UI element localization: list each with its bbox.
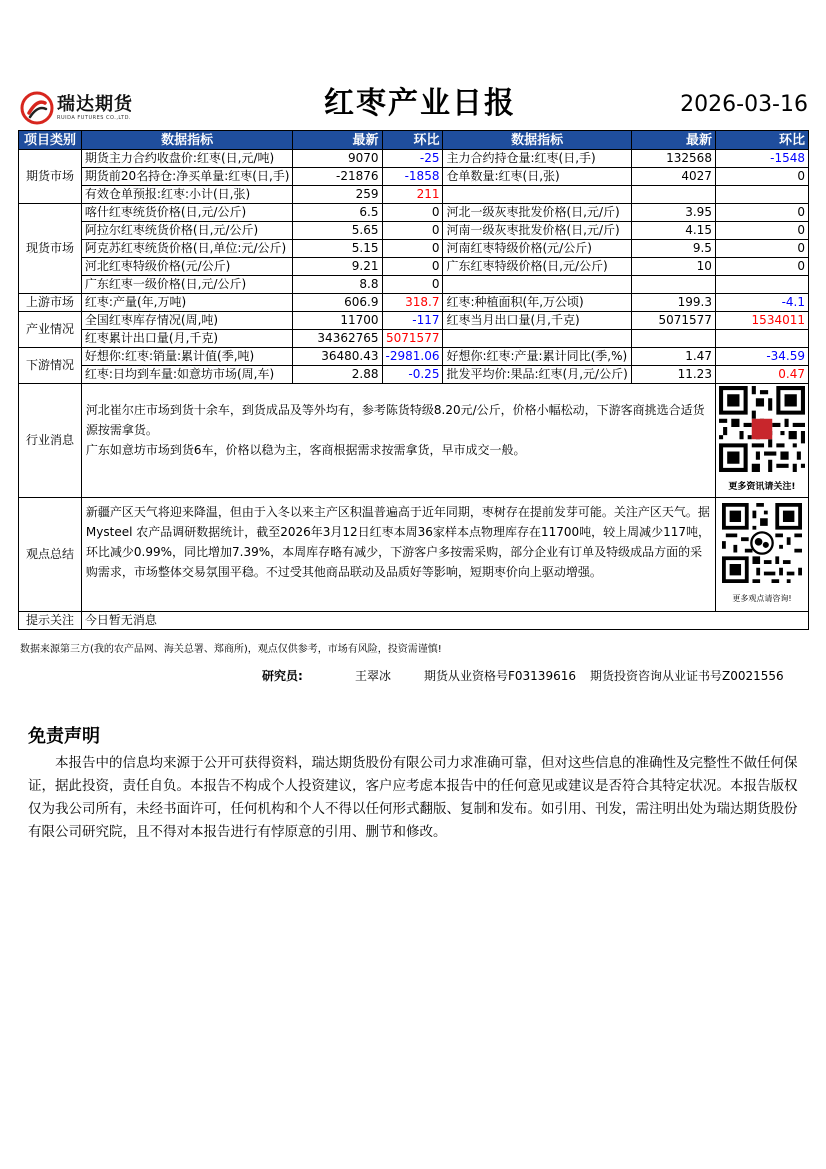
table-row — [19, 204, 809, 222]
indicator: 河南一级灰枣批发价格(日,元/斤) — [443, 222, 631, 240]
indicator: 期货前20名持仓:净买单量:红枣(日,手) — [81, 168, 293, 186]
disclaimer-title: 免责声明 — [28, 726, 100, 747]
indicator: 河北一级灰枣批发价格(日,元/斤) — [443, 204, 631, 222]
table-row — [19, 312, 809, 330]
latest-value: 11700 — [293, 312, 382, 330]
tips-content: 今日暂无消息 — [81, 612, 808, 630]
indicator — [443, 276, 631, 294]
indicator — [443, 186, 631, 204]
latest-value: 259 — [293, 186, 382, 204]
category-industry: 产业情况 — [19, 312, 82, 348]
latest-value: -21876 — [293, 168, 382, 186]
indicator: 红枣当月出口量(月,千克) — [443, 312, 631, 330]
latest-value: 3.95 — [631, 204, 715, 222]
table-header-row — [19, 131, 809, 150]
indicator: 河南红枣特级价格(元/公斤) — [443, 240, 631, 258]
change-value — [715, 330, 808, 348]
latest-value: 5.65 — [293, 222, 382, 240]
change-value: 318.7 — [382, 294, 443, 312]
change-value: 0 — [715, 222, 808, 240]
latest-value — [631, 330, 715, 348]
latest-value: 10 — [631, 258, 715, 276]
change-value: 0.47 — [715, 366, 808, 384]
change-value: 0 — [382, 222, 443, 240]
indicator: 批发平均价:果品:红枣(月,元/公斤) — [443, 366, 631, 384]
header-change-right: 环比 — [715, 131, 808, 150]
indicator: 红枣:产量(年,万吨) — [81, 294, 293, 312]
indicator: 阿克苏红枣统货价格(日,单位:元/公斤) — [81, 240, 293, 258]
change-value: -0.25 — [382, 366, 443, 384]
change-value: 211 — [382, 186, 443, 204]
report-title: 红枣产业日报 — [324, 86, 516, 121]
logo-name-cn: 瑞达期货 — [57, 94, 133, 115]
change-value: 0 — [382, 240, 443, 258]
change-value — [715, 186, 808, 204]
category-spot: 现货市场 — [19, 204, 82, 294]
summary-row — [19, 498, 809, 612]
change-value: -25 — [382, 150, 443, 168]
category-downstream: 下游情况 — [19, 348, 82, 384]
header-indicator-left: 数据指标 — [81, 131, 293, 150]
change-value: 0 — [382, 258, 443, 276]
header-category: 项目类别 — [19, 131, 82, 150]
indicator: 好想你:红枣:销量:累计值(季,吨) — [81, 348, 293, 366]
latest-value: 8.8 — [293, 276, 382, 294]
latest-value — [631, 276, 715, 294]
header-latest-left: 最新 — [293, 131, 382, 150]
header-indicator-right: 数据指标 — [443, 131, 631, 150]
change-value: -1858 — [382, 168, 443, 186]
change-value: -117 — [382, 312, 443, 330]
report-date: 2026-03-16 — [680, 92, 808, 117]
latest-value: 9.5 — [631, 240, 715, 258]
indicator: 红枣:日均到车量:如意坊市场(周,车) — [81, 366, 293, 384]
news-paragraph-1: 河北崔尔庄市场到货十余车，到货成品及等外均有，参考陈货特级8.20元/公斤，价格小幅松动，下游客商挑选合适货源按需拿货。 — [85, 403, 705, 437]
header-change-left: 环比 — [382, 131, 443, 150]
indicator: 有效仓单预报:红枣:小计(日,张) — [81, 186, 293, 204]
news-qr-caption: 更多资讯请关注! — [728, 481, 796, 492]
indicator: 全国红枣库存情况(周,吨) — [81, 312, 293, 330]
indicator: 广东红枣特级价格(日,元/公斤) — [443, 258, 631, 276]
latest-value: 606.9 — [293, 294, 382, 312]
indicator: 阿拉尔红枣统货价格(日,元/公斤) — [81, 222, 293, 240]
latest-value: 34362765 — [293, 330, 382, 348]
change-value: -34.59 — [715, 348, 808, 366]
table-row — [19, 294, 809, 312]
category-summary: 观点总结 — [19, 498, 82, 612]
indicator: 广东红枣一级价格(日,元/公斤) — [81, 276, 293, 294]
researcher-name: 王翠冰 — [355, 669, 392, 683]
change-value: 0 — [715, 240, 808, 258]
consult-cert-number: 期货投资咨询从业证书号Z0021556 — [590, 669, 784, 683]
table-row — [19, 258, 809, 276]
category-tips: 提示关注 — [19, 612, 82, 630]
latest-value: 4.15 — [631, 222, 715, 240]
summary-content: 新疆产区天气将迎来降温，但由于入冬以来主产区积温普遍高于近年同期，枣树存在提前发芽可能。关注产区天气。据 Mysteel 农产品调研数据统计，截至2026年3月12日红枣本周36家样本点物理库存在11700吨，较上周减少117吨，环比减少0.99%，同比增加7.39%，本周库存略有减少，下游客户多按需采购，部分企业有订单及特级成品方面的采购需求，市场整体交易氛围平稳。不过受其他商品联动及品质好等影响，短期枣价向上驱动增强。 — [81, 498, 715, 612]
source-note: 数据来源第三方(我的农产品网、海关总署、郑商所)，观点仅供参考，市场有风险，投资需谨慎! — [20, 644, 442, 655]
change-value: 0 — [715, 258, 808, 276]
tips-row — [19, 612, 809, 630]
category-futures: 期货市场 — [19, 150, 82, 204]
latest-value: 199.3 — [631, 294, 715, 312]
company-logo — [20, 88, 150, 128]
change-value: -1548 — [715, 150, 808, 168]
latest-value: 36480.43 — [293, 348, 382, 366]
wechat-qr-code-icon[interactable] — [722, 503, 802, 583]
latest-value: 11.23 — [631, 366, 715, 384]
indicator: 红枣:种植面积(年,万公顷) — [443, 294, 631, 312]
indicator: 喀什红枣统货价格(日,元/公斤) — [81, 204, 293, 222]
news-qr-block — [715, 384, 808, 498]
change-value: 0 — [382, 204, 443, 222]
table-row — [19, 150, 809, 168]
indicator — [443, 330, 631, 348]
change-value: 0 — [715, 204, 808, 222]
latest-value: 2.88 — [293, 366, 382, 384]
latest-value: 9070 — [293, 150, 382, 168]
latest-value: 9.21 — [293, 258, 382, 276]
researcher-label: 研究员: — [262, 669, 303, 683]
news-content — [81, 384, 715, 498]
table-row — [19, 186, 809, 204]
indicator: 仓单数量:红枣(日,张) — [443, 168, 631, 186]
latest-value: 5.15 — [293, 240, 382, 258]
latest-value: 132568 — [631, 150, 715, 168]
table-row — [19, 168, 809, 186]
table-row — [19, 348, 809, 366]
change-value: 1534011 — [715, 312, 808, 330]
table-row — [19, 330, 809, 348]
logo-name-en: RUIDA FUTURES CO.,LTD. — [57, 115, 132, 121]
futures-cert-number: 期货从业资格号F03139616 — [424, 669, 576, 683]
indicator: 红枣累计出口量(月,千克) — [81, 330, 293, 348]
disclaimer-body: 本报告中的信息均来源于公开可获得资料，瑞达期货股份有限公司力求准确可靠，但对这些信息的准确性及完整性不做任何保证，据此投资，责任自负。本报告不构成个人投资建议，客户应考虑本报告中的任何意见或建议是否符合其特定状况。本报告版权仅为我公司所有，未经书面许可，任何机构和个人不得以任何形式翻版、复制和发布。如引用、刊发，需注明出处为瑞达期货股份有限公司研究院，且不得对本报告进行有悖原意的引用、删节和修改。 — [28, 755, 798, 840]
summary-qr-caption: 更多观点请咨询! — [732, 593, 792, 603]
ruida-logo-icon — [20, 91, 54, 125]
qr-code-icon[interactable] — [719, 386, 805, 472]
category-upstream: 上游市场 — [19, 294, 82, 312]
table-row — [19, 366, 809, 384]
latest-value: 1.47 — [631, 348, 715, 366]
data-table — [18, 130, 809, 630]
latest-value — [631, 186, 715, 204]
category-news: 行业消息 — [19, 384, 82, 498]
change-value: 5071577 — [382, 330, 443, 348]
latest-value: 6.5 — [293, 204, 382, 222]
summary-qr-block — [715, 498, 808, 612]
table-row — [19, 276, 809, 294]
news-row — [19, 384, 809, 498]
change-value — [715, 276, 808, 294]
latest-value: 4027 — [631, 168, 715, 186]
indicator: 好想你:红枣:产量:累计同比(季,%) — [443, 348, 631, 366]
indicator: 期货主力合约收盘价:红枣(日,元/吨) — [81, 150, 293, 168]
indicator: 河北红枣特级价格(元/公斤) — [81, 258, 293, 276]
latest-value: 5071577 — [631, 312, 715, 330]
change-value: -2981.06 — [382, 348, 443, 366]
news-paragraph-2: 广东如意坊市场到货6车，价格以稳为主，客商根据需求按需拿货，早市成交一般。 — [85, 443, 526, 457]
table-row — [19, 222, 809, 240]
indicator: 主力合约持仓量:红枣(日,手) — [443, 150, 631, 168]
change-value: 0 — [715, 168, 808, 186]
change-value: 0 — [382, 276, 443, 294]
change-value: -4.1 — [715, 294, 808, 312]
table-row — [19, 240, 809, 258]
header-latest-right: 最新 — [631, 131, 715, 150]
